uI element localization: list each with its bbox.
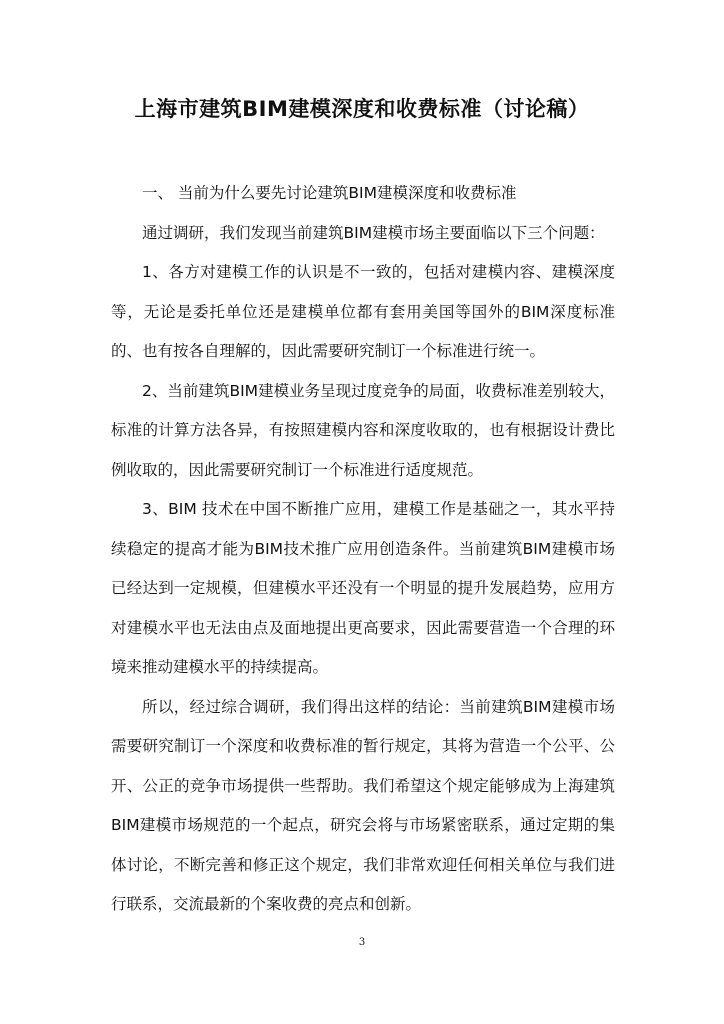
paragraph-point-2: 2、当前建筑BIM建模业务呈现过度竞争的局面，收费标准差别较大，标准的计算方法各异，有按照建模内容和深度收取的，也有根据设计费比例收取的，因此需要研究制订一个标准进行适度规范。 (111, 381, 615, 479)
document-title: 上海市建筑BIM建模深度和收费标准（讨论稿） (134, 97, 590, 121)
paragraph-intro: 通过调研，我们发现当前建筑BIM建模市场主要面临以下三个问题： (142, 223, 605, 242)
document-body (111, 174, 615, 925)
page-number: 3 (358, 937, 366, 948)
paragraph-conclusion: 所以，经过综合调研，我们得出这样的结论：当前建筑BIM建模市场需要研究制订一个深度和收费标准的暂行规定，其将为营造一个公平、公开、公正的竞争市场提供一些帮助。我们希望这个规定能够成为上海建筑BIM建模市场规范的一个起点，研究会将与市场紧密联系，通过定期的集体讨论，不断完善和修正这个规定，我们非常欢迎任何相关单位与我们进行联系，交流最新的个案收费的亮点和创新。 (111, 697, 615, 913)
paragraph-point-1: 1、各方对建模工作的认识是不一致的，包括对建模内容、建模深度等，无论是委托单位还是建模单位都有套用美国等国外的BIM深度标准的、也有按各自理解的，因此需要研究制订一个标准进行统一。 (111, 263, 615, 360)
section-heading: 一、 当前为什么要先讨论建筑BIM建模深度和收费标准 (142, 184, 517, 202)
paragraph-point-3: 3、BIM 技术在中国不断推广应用，建模工作是基础之一，其水平持续稳定的提高才能为BIM技术推广应用创造条件。当前建筑BIM建模市场已经达到一定规模，但建模水平还没有一个明显的提升发展趋势，应用方对建模水平也无法由点及面地提出更高要求，因此需要营造一个合理的环境来推动建模水平的持续提高。 (111, 500, 615, 676)
